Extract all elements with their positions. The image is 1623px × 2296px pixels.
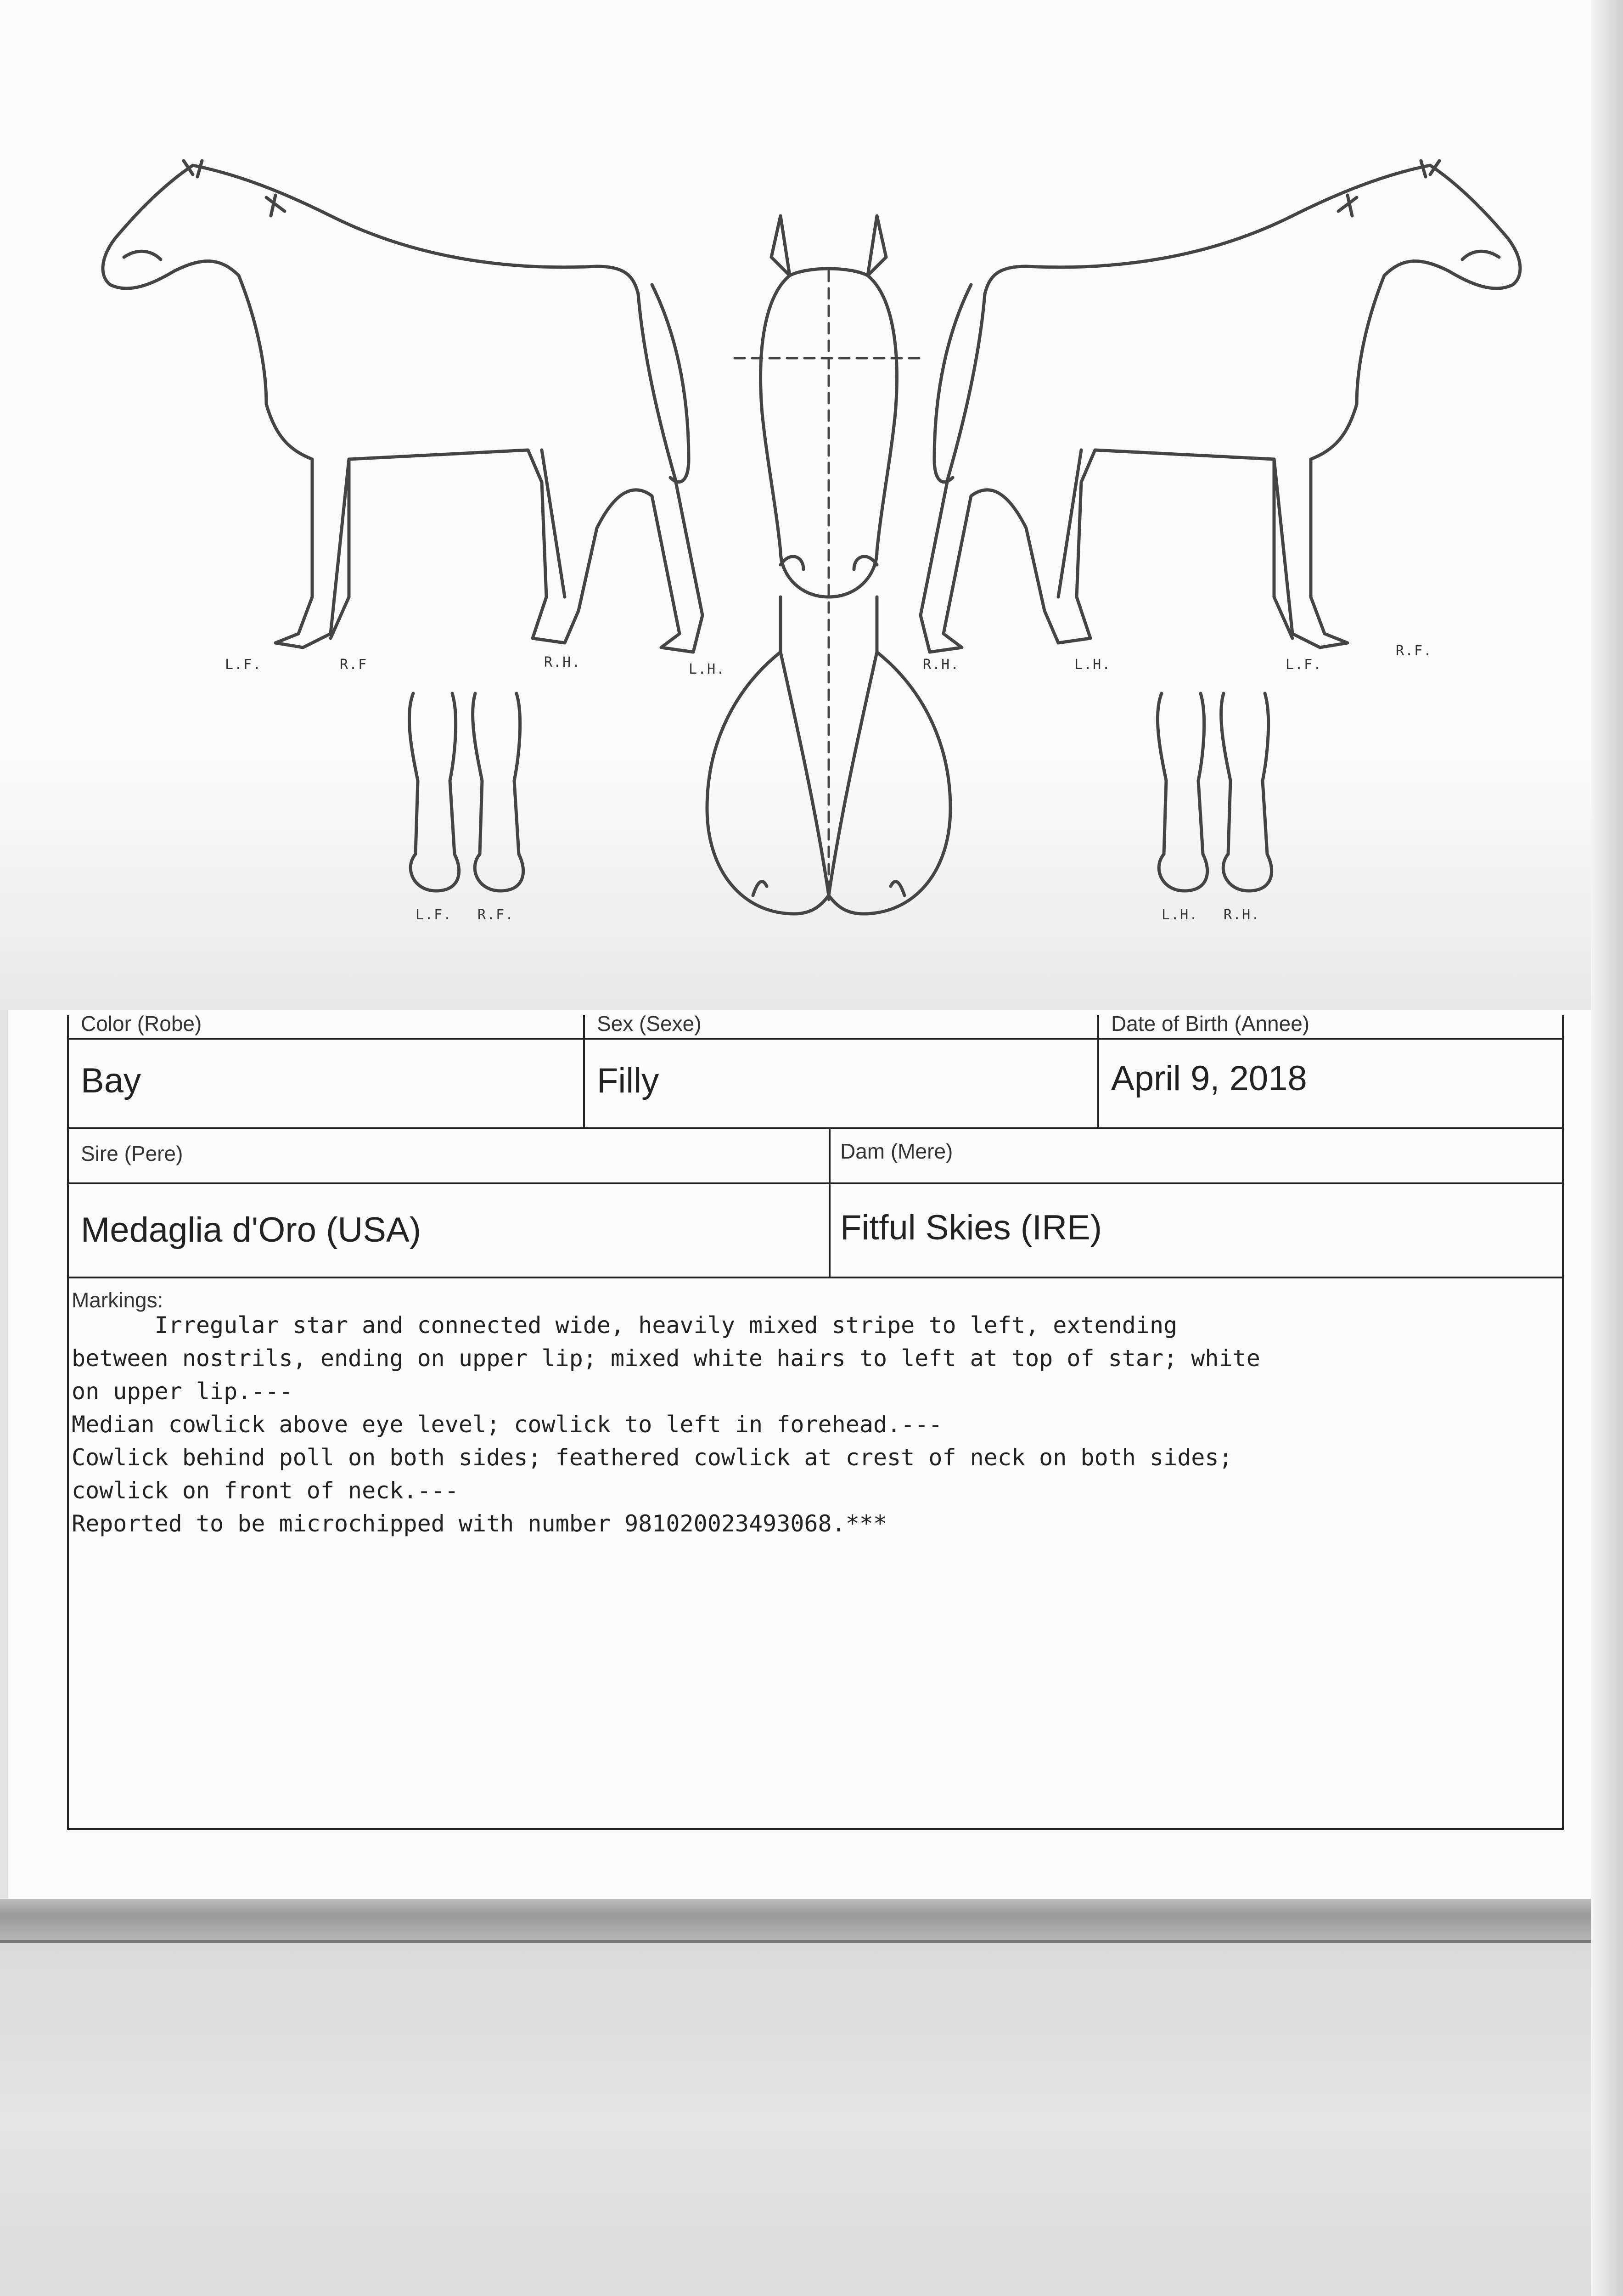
identification-form: [67, 1012, 1564, 1830]
hind-legs-rear-view: [1157, 693, 1271, 891]
divider: [829, 1127, 831, 1277]
dob-label: Date of Birth (Annee): [1111, 1012, 1310, 1035]
dob-value: April 9, 2018: [1111, 1059, 1307, 1098]
leg-tag: R.H.: [1224, 907, 1261, 923]
markings-description: Irregular star and connected wide, heavily mixed stripe to left, extending between nostrils, ending on upper lip; mixed white hairs to left at top of star; white on upper lip.--- Median cowlick above eye level; cowlick to left in forehead.--- Cowlick behind poll on both sides; feathered cowlick at crest of neck on both sides; cowlick on front of neck.--- Reported to be microchipped with number 981020023493068.***: [72, 1312, 1260, 1537]
horse-markings-diagram: [0, 0, 1623, 1010]
scan-lower-area: [0, 1943, 1623, 2296]
dam-value: Fitful Skies (IRE): [840, 1208, 1102, 1247]
horse-right-side-view: [921, 161, 1520, 652]
scan-shadow-right: [1591, 0, 1623, 2296]
leg-tag: R.H.: [923, 657, 960, 673]
divider: [583, 1015, 585, 1127]
leg-tag: L.H.: [1074, 657, 1112, 673]
color-label: Color (Robe): [81, 1012, 202, 1035]
front-view-dashed-guides: [735, 271, 923, 900]
leg-tag: R.F.: [477, 907, 515, 923]
leg-tag: L.H.: [689, 661, 726, 677]
scan-band: [0, 1899, 1623, 1940]
horse-outline-drawings: [0, 0, 1623, 1010]
leg-tag: R.H.: [544, 654, 581, 670]
leg-tag: L.F.: [1286, 657, 1323, 673]
leg-tag: L.H.: [1162, 907, 1199, 923]
leg-tag: L.F.: [416, 907, 453, 923]
color-value: Bay: [81, 1061, 141, 1100]
sire-value: Medaglia d'Oro (USA): [81, 1210, 421, 1249]
divider: [69, 1182, 1562, 1184]
horse-front-view: [707, 216, 950, 914]
divider: [1097, 1015, 1099, 1127]
sire-label: Sire (Pere): [81, 1142, 183, 1165]
horse-left-side-view: [103, 161, 702, 652]
dam-label: Dam (Mere): [840, 1139, 953, 1163]
leg-tag: L.F.: [225, 657, 262, 673]
leg-tag: R.F: [340, 657, 368, 673]
divider: [69, 1277, 1562, 1278]
leg-tag: R.F.: [1396, 643, 1433, 659]
markings-label: Markings:: [72, 1288, 163, 1312]
divider: [69, 1127, 1562, 1129]
sex-label: Sex (Sexe): [597, 1012, 702, 1035]
divider: [69, 1038, 1562, 1040]
sex-value: Filly: [597, 1061, 659, 1100]
front-legs-rear-view: [409, 693, 523, 891]
